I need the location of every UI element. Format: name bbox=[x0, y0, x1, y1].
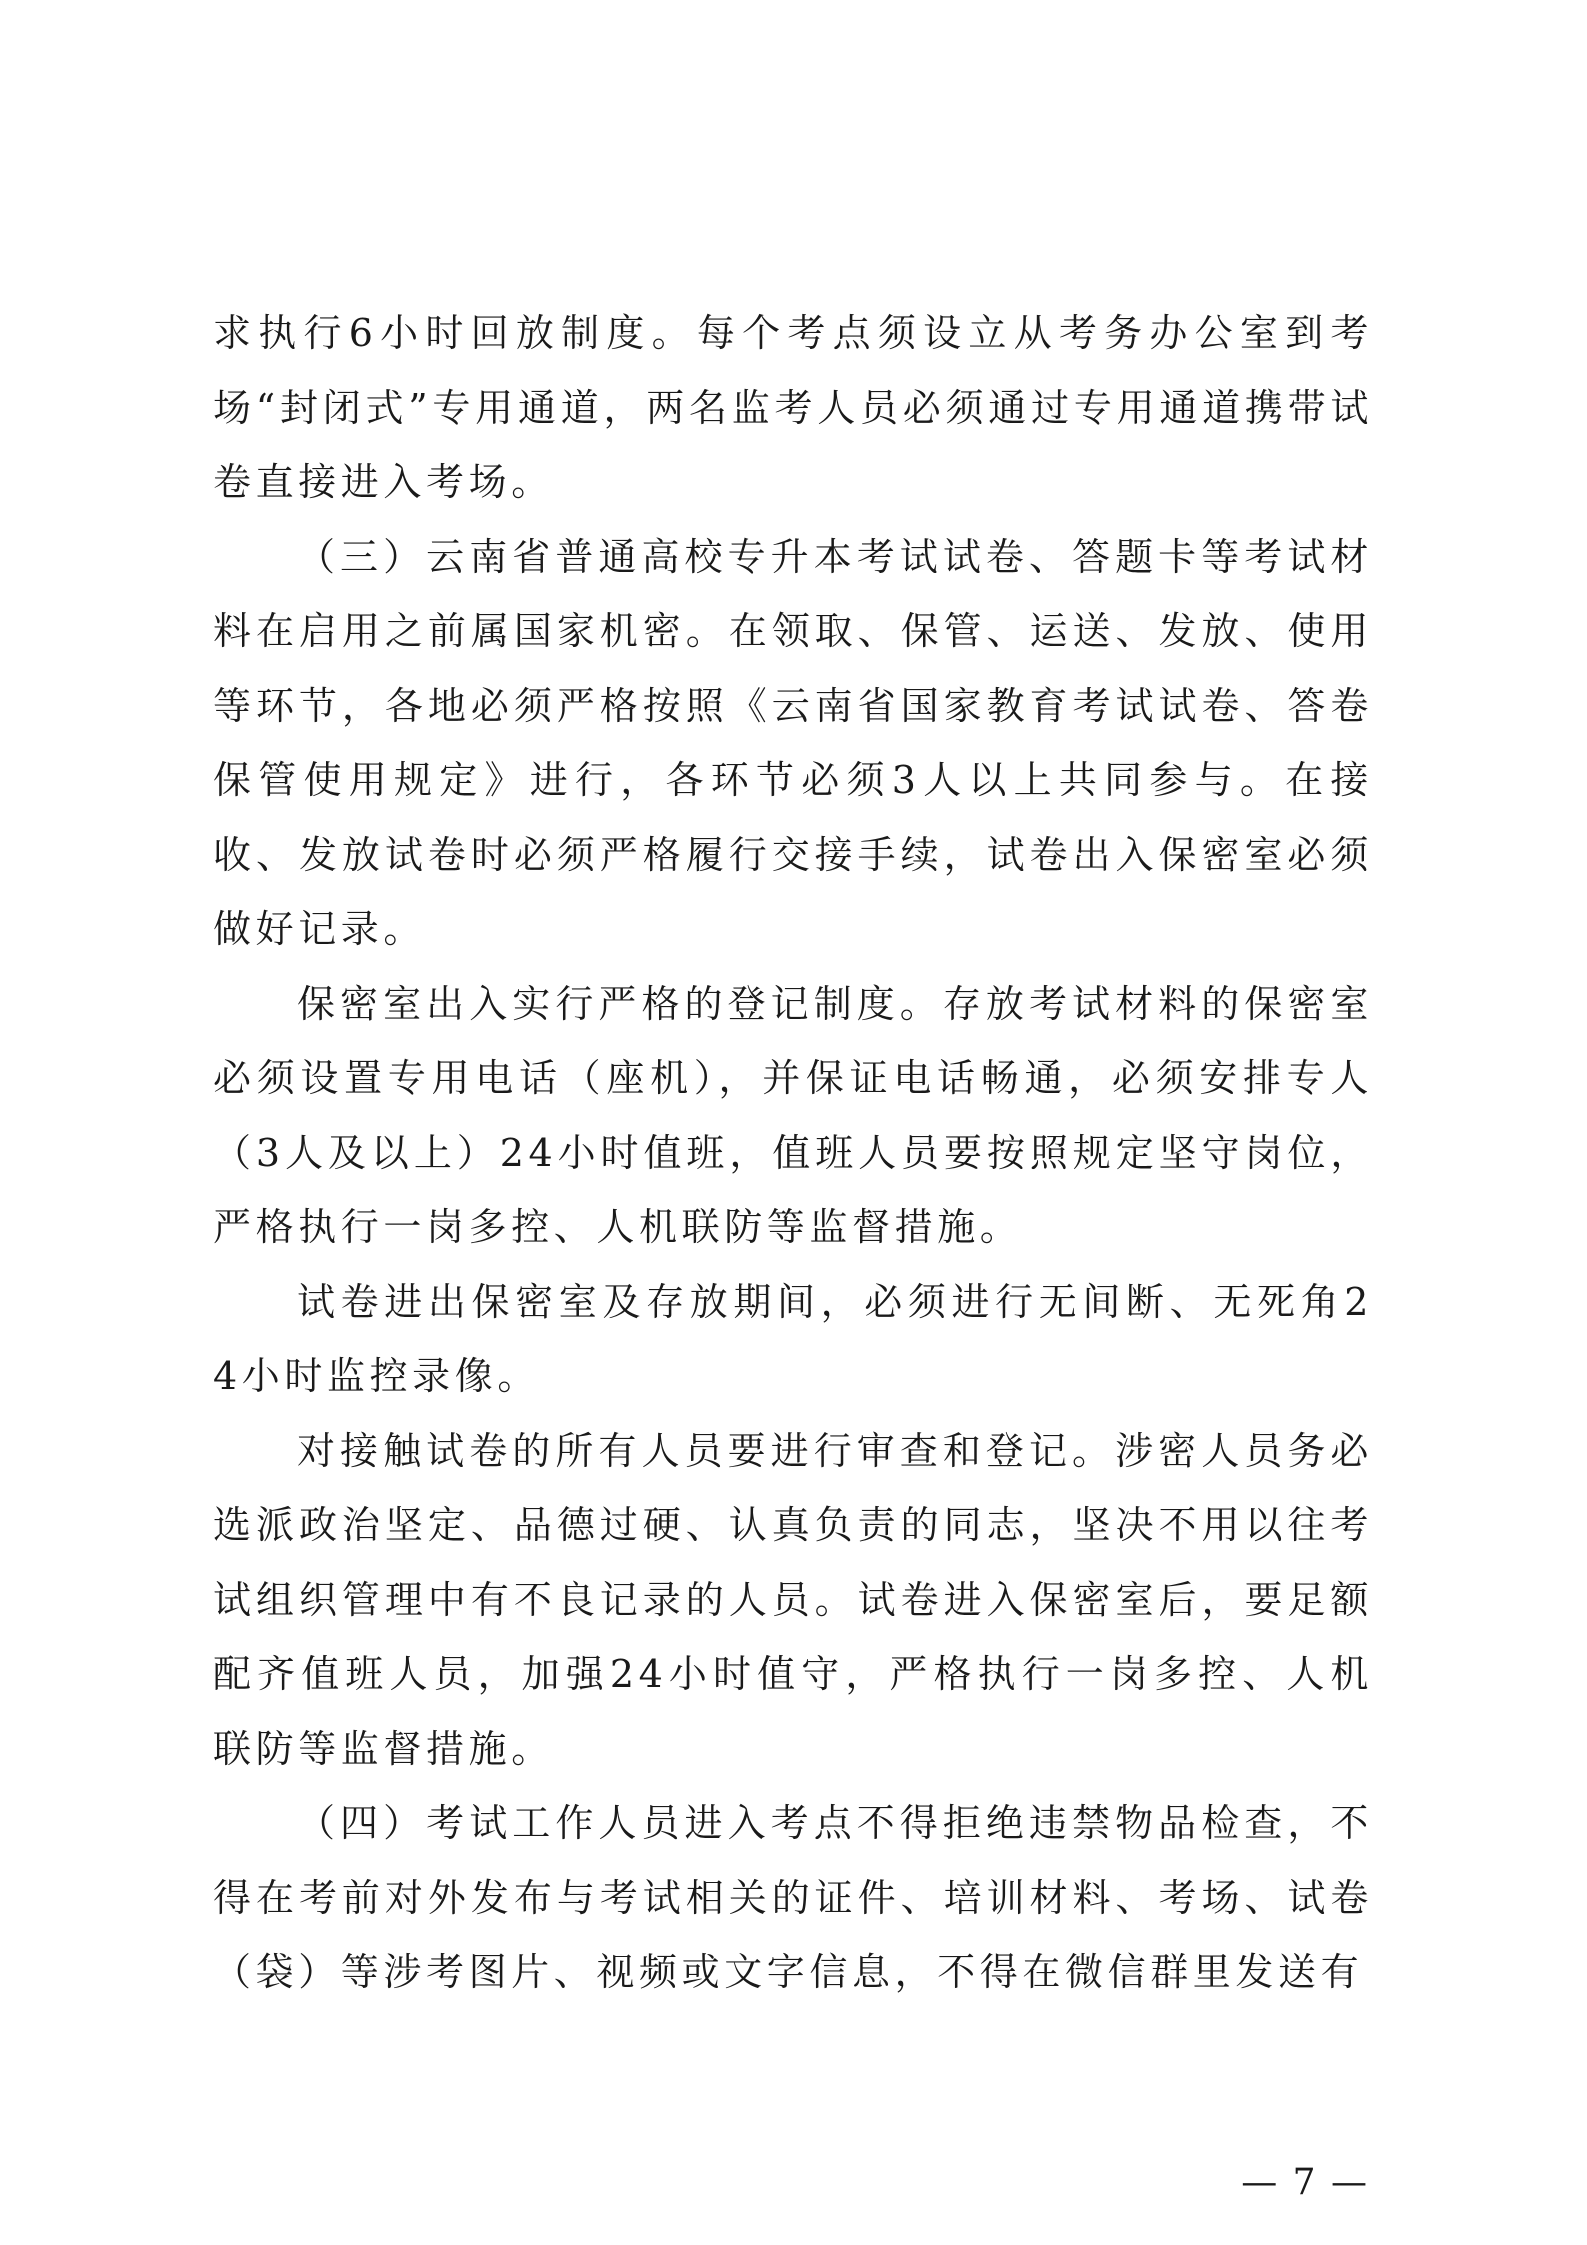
paragraph-section-four: （四）考试工作人员进入考点不得拒绝违禁物品检查，不得在考前对外发布与考试相关的证件、培训材料、考场、试卷（袋）等涉考图片、视频或文字信息，不得在微信群里发送有 bbox=[213, 1801, 1373, 1994]
paragraph-vault-registration: 保密室出入实行严格的登记制度。存放考试材料的保密室必须设置专用电话（座机），并保证电话畅通，必须安排专人（3人及以上）24小时值班，值班人员要按照规定坚守岗位，严格执行一岗多控、人机联防等监督措施。 bbox=[213, 981, 1373, 1249]
paragraph-vault-monitoring: 试卷进出保密室及存放期间，必须进行无间断、无死角24小时监控录像。 bbox=[213, 1279, 1373, 1398]
page-number: — 7 — bbox=[1241, 2162, 1369, 2203]
paragraph-continuation: 求执行6小时回放制度。每个考点须设立从考务办公室到考场“封闭式”专用通道，两名监考人员必须通过专用通道携带试卷直接进入考场。 bbox=[213, 311, 1373, 504]
paragraph-personnel-review: 对接触试卷的所有人员要进行审查和登记。涉密人员务必选派政治坚定、品德过硬、认真负责的同志，坚决不用以往考试组织管理中有不良记录的人员。试卷进入保密室后，要足额配齐值班人员，加强24小时值守，严格执行一岗多控、人机联防等监督措施。 bbox=[213, 1428, 1373, 1771]
paragraph-section-three: （三）云南省普通高校专升本考试试卷、答题卡等考试材料在启用之前属国家机密。在领取、保管、运送、发放、使用等环节，各地必须严格按照《云南省国家教育考试试卷、答卷保管使用规定》进行，各环节必须3人以上共同参与。在接收、发放试卷时必须严格履行交接手续，试卷出入保密室必须做好记录。 bbox=[213, 534, 1373, 951]
document-body bbox=[213, 296, 1373, 2010]
